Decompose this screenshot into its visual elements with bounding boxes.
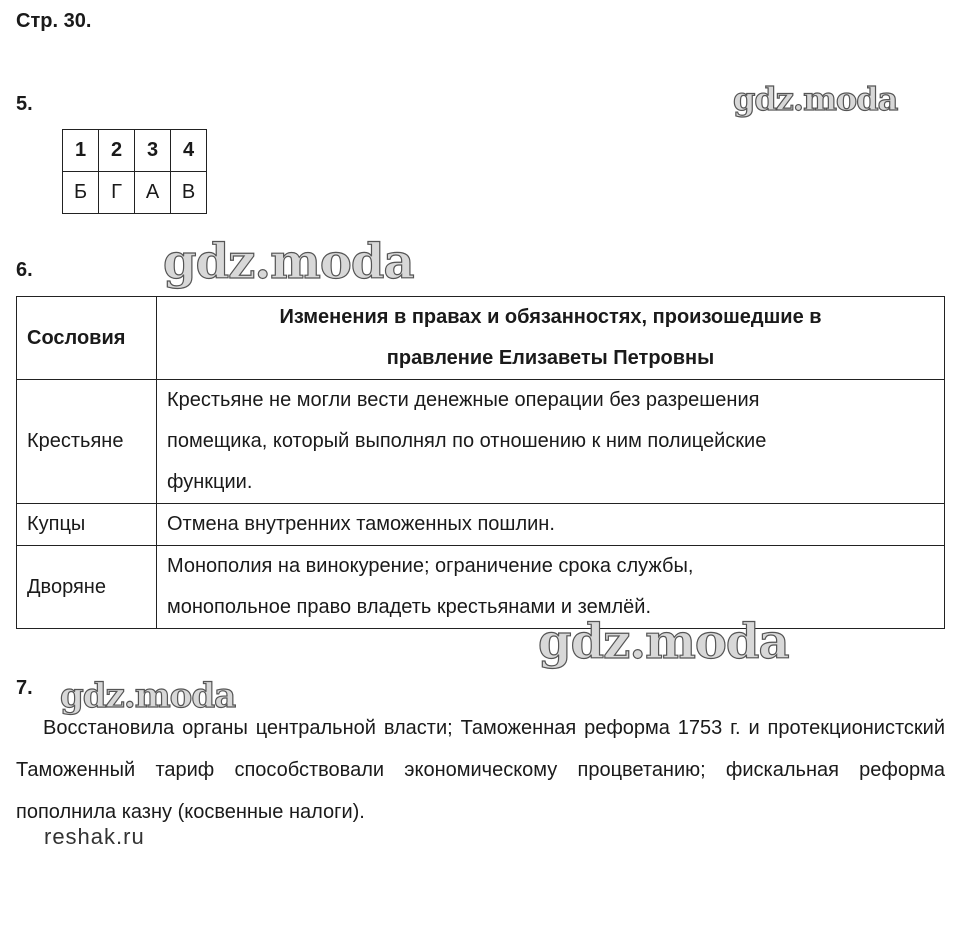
changes-line: помещика, который выполнял по отношению к ним полицейские: [167, 430, 767, 452]
changes-line: Монополия на винокурение; ограничение срока службы,: [167, 555, 694, 577]
answer-table-header-cell: 4: [171, 130, 207, 172]
watermark-logo: gdz.moda: [733, 80, 898, 118]
answer-table-cell: Г: [99, 172, 135, 214]
answer-table-cell: Б: [63, 172, 99, 214]
answer-table-header-cell: 1: [63, 130, 99, 172]
page-label: Стр. 30.: [16, 10, 92, 32]
header-line: Изменения в правах и обязанностях, произошедшие в: [279, 306, 822, 328]
estate-changes: [157, 504, 945, 546]
answer-table-header-row: [63, 130, 207, 172]
task-7-answer-text: Восстановила органы центральной власти; Таможенная реформа 1753 г. и протекционистский Таможенный тариф способствовали экономическому процветанию; фискальная реформа пополнила казну (косвенные налоги).: [16, 717, 945, 823]
task-6-estates-table: [16, 296, 945, 629]
estate-name: Крестьяне: [17, 380, 157, 504]
watermark-logo: gdz.moda: [60, 676, 236, 716]
header-line: правление Елизаветы Петровны: [386, 347, 715, 369]
task-7-number: 7.: [16, 677, 33, 699]
estate-name: Купцы: [17, 504, 157, 546]
estates-table-header-row: [17, 297, 945, 380]
changes-line: функции.: [167, 471, 253, 493]
cut-off-watermark: reshak.ru: [44, 824, 145, 849]
estates-column-header: Сословия: [17, 297, 157, 380]
table-row: [17, 546, 945, 629]
table-row: [17, 504, 945, 546]
changes-line: монопольное право владеть крестьянами и землёй.: [167, 596, 651, 618]
task-6-number: 6.: [16, 259, 33, 281]
changes-line: Отмена внутренних таможенных пошлин.: [167, 513, 555, 535]
answer-table-header-cell: 3: [135, 130, 171, 172]
watermark-logo: gdz.moda: [538, 614, 789, 670]
task-5-answer-table: [62, 129, 207, 214]
watermark-logo: gdz.moda: [163, 234, 414, 290]
answer-table-row: [63, 172, 207, 214]
answer-table-cell: А: [135, 172, 171, 214]
estate-name: Дворяне: [17, 546, 157, 629]
changes-column-header: [157, 297, 945, 380]
answer-table-header-cell: 2: [99, 130, 135, 172]
changes-line: Крестьяне не могли вести денежные операции без разрешения: [167, 389, 760, 411]
estate-changes: [157, 380, 945, 504]
table-row: [17, 380, 945, 504]
answer-table-cell: В: [171, 172, 207, 214]
task-5-number: 5.: [16, 93, 33, 115]
